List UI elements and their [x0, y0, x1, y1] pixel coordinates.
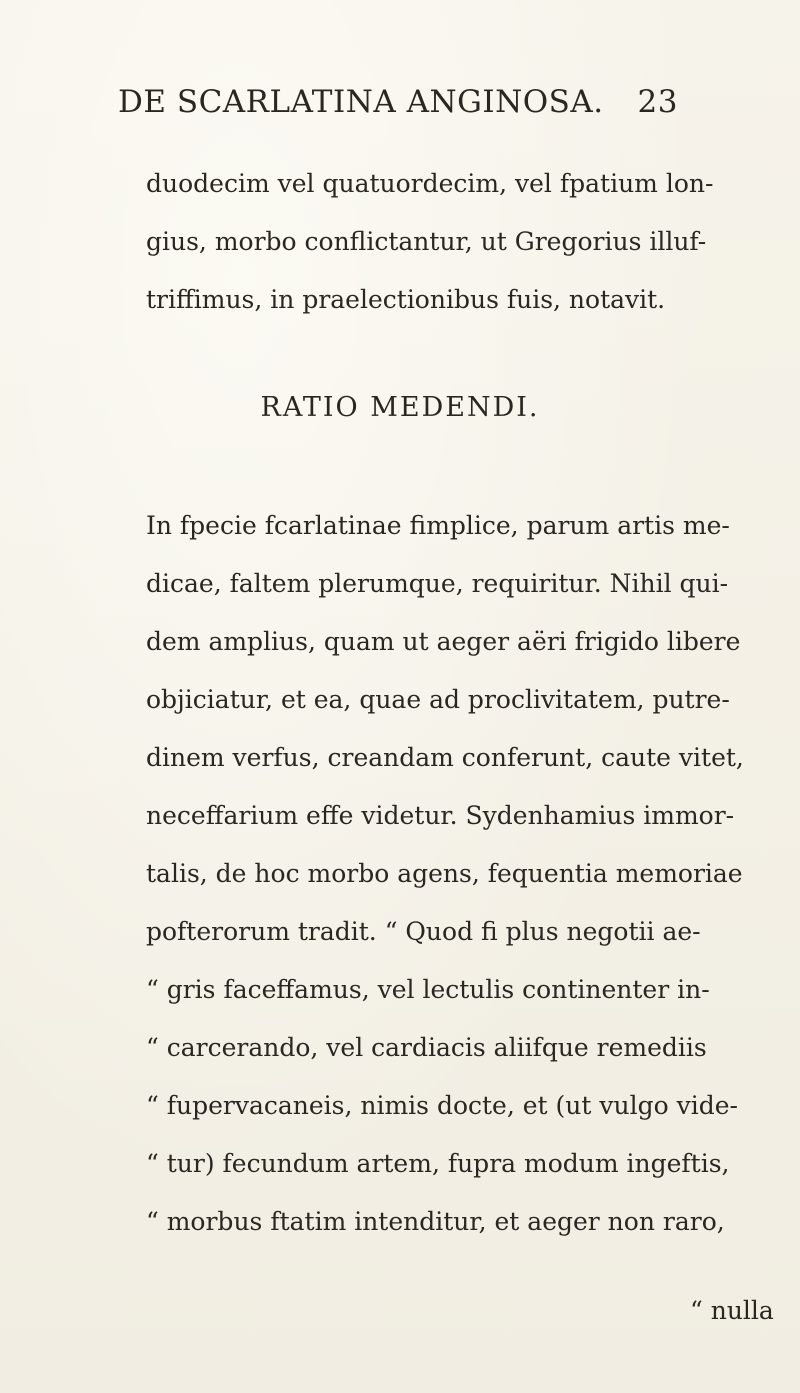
running-title: DE SCARLATINA ANGINOSA. [118, 84, 604, 120]
body-line-8: pofterorum tradit. “ Quod fi plus negotii ae- [146, 917, 701, 946]
body-line-5: dinem verfus, creandam conferunt, caute vitet, [146, 743, 744, 772]
body-line-3: dem amplius, quam ut aeger aëri frigido libere [146, 627, 741, 656]
body-line-7: talis, de hoc morbo agens, fequentia memoriae [146, 859, 743, 888]
body-line-11: “ fupervacaneis, nimis docte, et (ut vulgo vide- [146, 1091, 738, 1120]
body-line-1: In fpecie fcarlatinae fimplice, parum artis me- [146, 511, 730, 540]
intro-line-1: duodecim vel quatuordecim, vel fpatium lon- [146, 169, 714, 198]
catchword: “ nulla [690, 1296, 774, 1325]
body-line-13: “ morbus ftatim intenditur, et aeger non raro, [146, 1207, 725, 1236]
body-line-4: objiciatur, et ea, quae ad proclivitatem, putre- [146, 685, 730, 714]
body-line-9: “ gris faceffamus, vel lectulis continenter in- [146, 975, 710, 1004]
running-header [118, 72, 678, 132]
body-line-10: “ carcerando, vel cardiacis aliifque remediis [146, 1033, 707, 1062]
section-heading: RATIO MEDENDI. [260, 392, 540, 423]
body-line-2: dicae, faltem plerumque, requiritur. Nihil qui- [146, 569, 729, 598]
page-number: 23 [637, 84, 678, 120]
body-line-6: neceffarium effe videtur. Sydenhamius immor- [146, 801, 735, 830]
intro-line-2: gius, morbo conflictantur, ut Gregorius illuf- [146, 227, 707, 256]
body-line-12: “ tur) fecundum artem, fupra modum ingeftis, [146, 1149, 730, 1178]
intro-line-3: triffimus, in praelectionibus fuis, notavit. [146, 285, 666, 314]
